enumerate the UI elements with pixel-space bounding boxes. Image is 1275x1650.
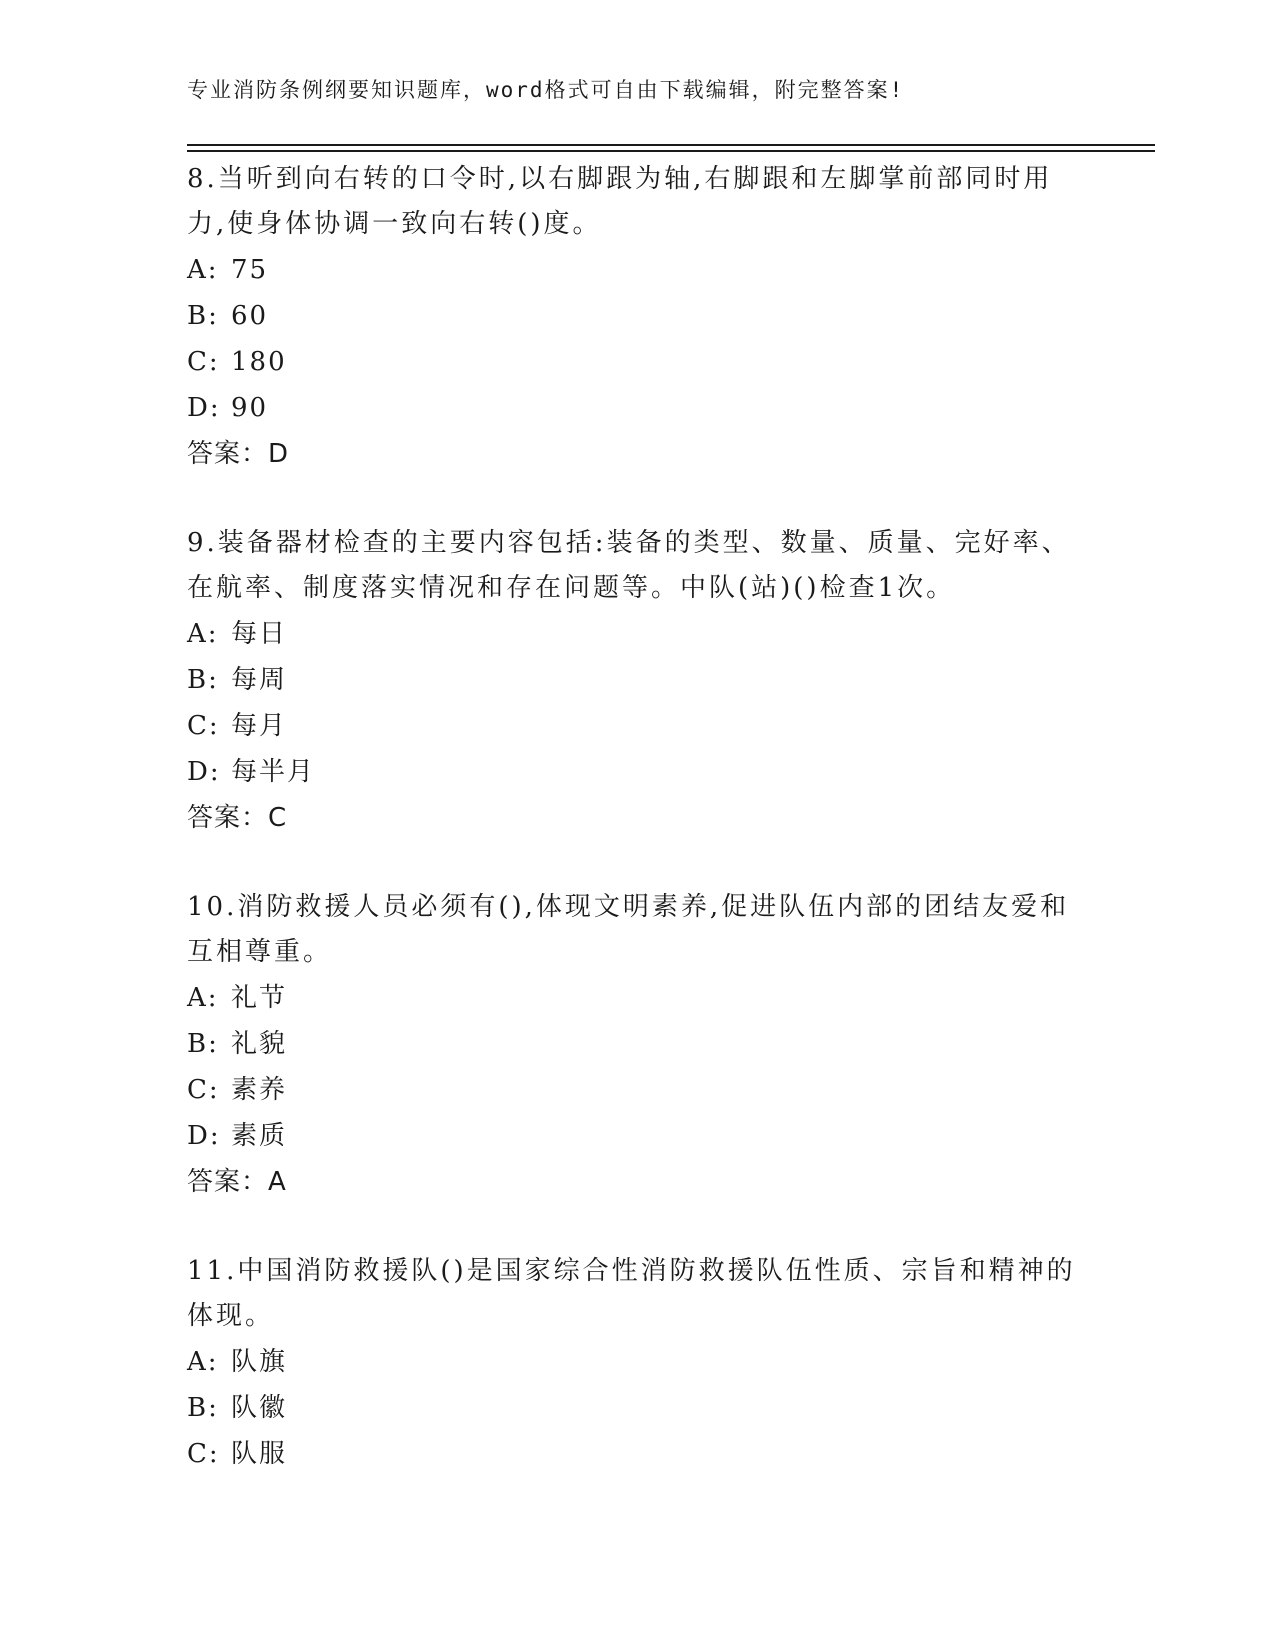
option-letter: C: (187, 711, 220, 741)
question-item (187, 885, 1087, 1205)
option-text: 90 (231, 393, 269, 423)
option-b (187, 293, 1087, 339)
option-text: 礼貌 (231, 1029, 288, 1059)
option-letter: C: (187, 1439, 220, 1469)
option-a (187, 975, 1087, 1021)
option-letter: C: (187, 347, 220, 377)
question-spacer (187, 477, 1087, 521)
question-text: 11.中国消防救援队()是国家综合性消防救援队伍性质、宗旨和精神的体现。 (187, 1256, 1076, 1331)
option-text: 每半月 (231, 757, 316, 787)
option-letter: B: (187, 301, 219, 331)
option-text: 60 (231, 301, 269, 331)
option-text: 每周 (231, 665, 288, 695)
option-letter: B: (187, 665, 219, 695)
header-rule-bottom (187, 150, 1155, 152)
header-rule-top (187, 144, 1155, 146)
option-letter: B: (187, 1393, 219, 1423)
header-note: 专业消防条例纲要知识题库，word格式可自由下载编辑，附完整答案! (187, 78, 905, 102)
option-text: 素养 (231, 1075, 288, 1105)
option-text: 队服 (231, 1439, 288, 1469)
question-text: 8.当听到向右转的口令时,以右脚跟为轴,右脚跟和左脚掌前部同时用力,使身体协调一致向右转()度。 (187, 164, 1053, 239)
question-item (187, 157, 1087, 477)
option-a (187, 1339, 1087, 1385)
question-item (187, 1249, 1087, 1477)
option-letter: A: (187, 619, 219, 649)
question-spacer (187, 841, 1087, 885)
option-letter: A: (187, 255, 219, 285)
option-letter: D: (187, 393, 221, 423)
option-c (187, 1067, 1087, 1113)
option-d (187, 1113, 1087, 1159)
option-b (187, 1021, 1087, 1067)
option-a (187, 611, 1087, 657)
option-letter: D: (187, 1121, 221, 1151)
option-b (187, 657, 1087, 703)
option-d (187, 749, 1087, 795)
option-c (187, 339, 1087, 385)
option-letter: D: (187, 757, 221, 787)
option-b (187, 1385, 1087, 1431)
question-text: 9.装备器材检查的主要内容包括:装备的类型、数量、质量、完好率、在航率、制度落实情况和存在问题等。中队(站)()检查1次。 (187, 528, 1071, 603)
option-text: 每月 (231, 711, 288, 741)
option-text: 每日 (231, 619, 288, 649)
option-text: 队徽 (231, 1393, 288, 1423)
option-letter: C: (187, 1075, 220, 1105)
question-text: 10.消防救援人员必须有(),体现文明素养,促进队伍内部的团结友爱和互相尊重。 (187, 892, 1070, 967)
answer-line: 答案：C (187, 803, 288, 833)
option-text: 180 (231, 347, 287, 377)
option-letter: A: (187, 983, 219, 1013)
option-a (187, 247, 1087, 293)
option-text: 礼节 (231, 983, 288, 1013)
option-letter: A: (187, 1347, 219, 1377)
option-text: 队旗 (231, 1347, 288, 1377)
option-text: 75 (231, 255, 269, 285)
answer-line: 答案：D (187, 439, 290, 469)
option-c (187, 1431, 1087, 1477)
question-item (187, 521, 1087, 841)
answer-line: 答案：A (187, 1167, 287, 1197)
option-letter: B: (187, 1029, 219, 1059)
option-c (187, 703, 1087, 749)
option-text: 素质 (231, 1121, 288, 1151)
question-spacer (187, 1205, 1087, 1249)
question-list (187, 157, 1087, 1477)
option-d (187, 385, 1087, 431)
